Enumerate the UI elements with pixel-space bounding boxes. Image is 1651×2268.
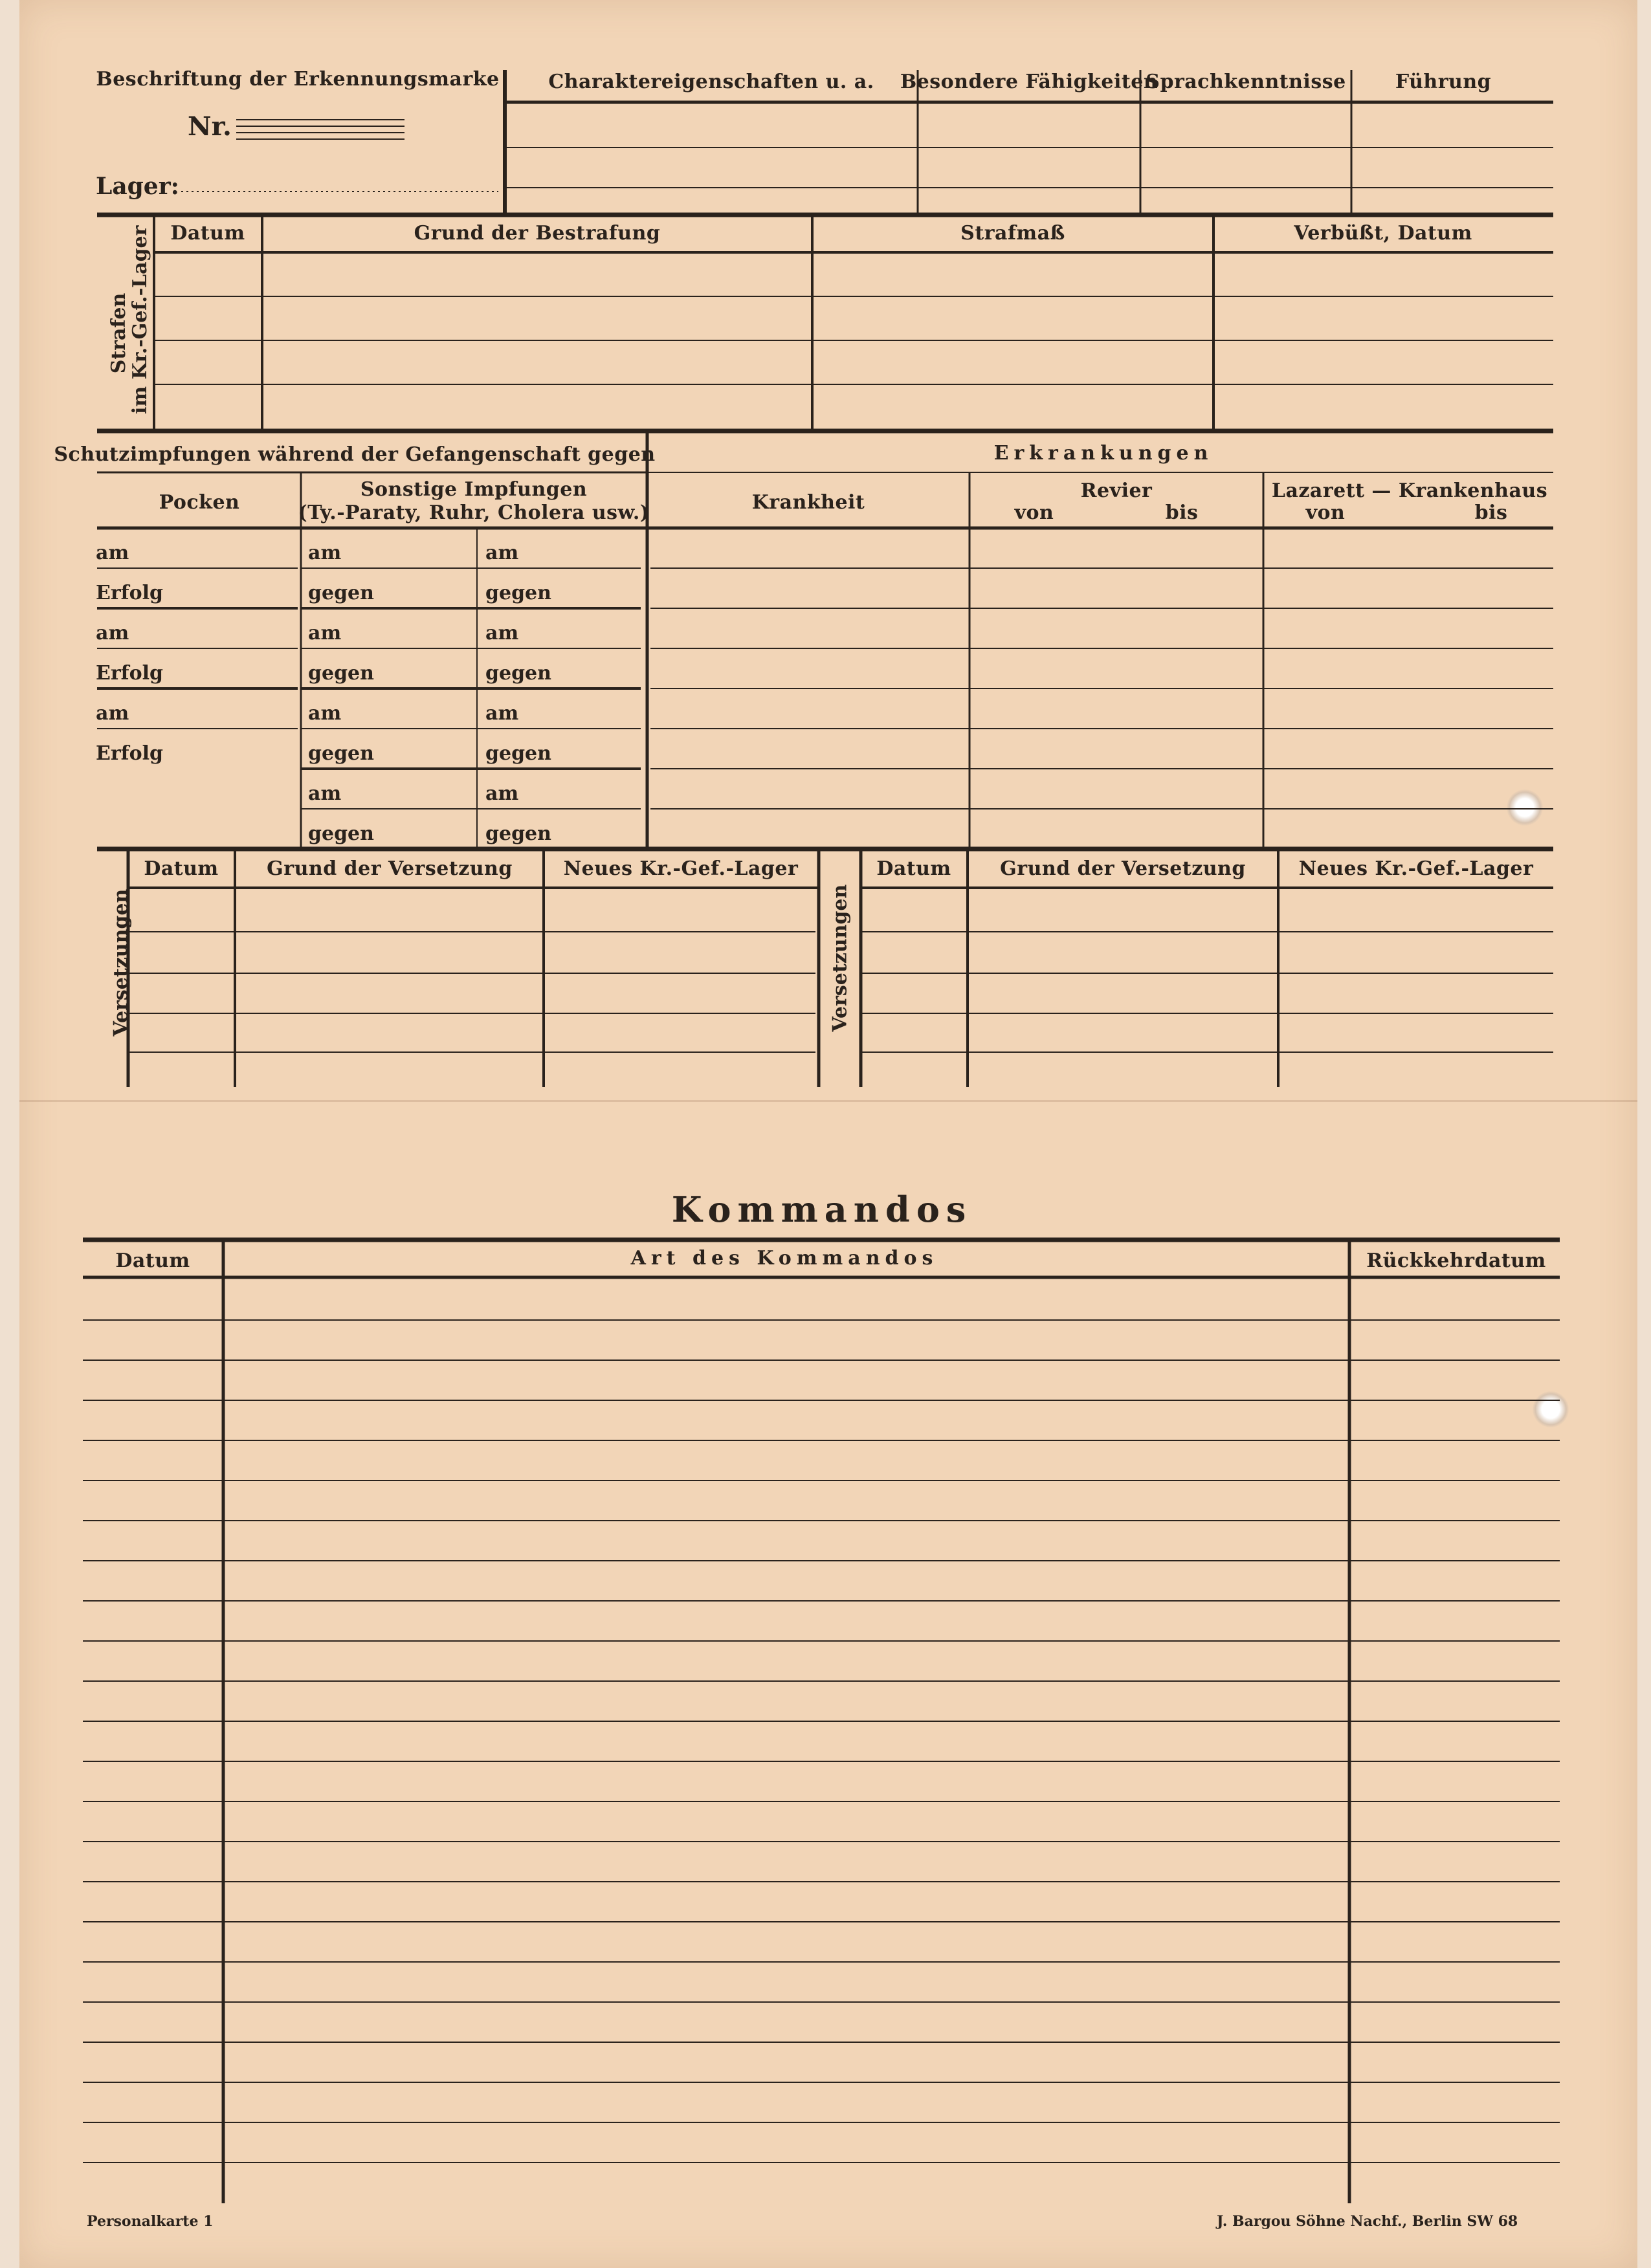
- pocken-row: Erfolg: [96, 742, 163, 765]
- revier-von: von: [1014, 501, 1054, 524]
- footer-form-number: Personalkarte 1: [87, 2213, 214, 2230]
- versetzungen-side-label-right: Versetzungen: [828, 884, 852, 1032]
- sonstige-row: am: [485, 782, 519, 805]
- sonstige-row: am: [308, 782, 342, 805]
- krankheit-header: Krankheit: [751, 491, 865, 514]
- lazarett-header: Lazarett — Krankenhaus: [1271, 479, 1548, 502]
- kommandos-title: Kommandos: [671, 1189, 973, 1230]
- faehigkeiten-header: Besondere Fähigkeiten: [900, 71, 1158, 93]
- fuehrung-header: Führung: [1395, 71, 1492, 93]
- lazarett-bis: bis: [1474, 501, 1508, 524]
- erkrankungen-heading: Erkrankungen: [993, 442, 1213, 465]
- nr-label: Nr.: [188, 111, 232, 142]
- versetzung-col-grund: Grund der Versetzung: [1000, 857, 1246, 880]
- versetzung-col-lager: Neues Kr.-Gef.-Lager: [563, 857, 799, 880]
- strafen-col-verbuesst: Verbüßt, Datum: [1294, 222, 1472, 245]
- lager-label: Lager:: [96, 173, 179, 200]
- pocken-row: Erfolg: [96, 582, 163, 604]
- strafen-col-grund: Grund der Bestrafung: [414, 222, 661, 245]
- pocken-row: am: [96, 702, 129, 725]
- kommandos-col-datum: Datum: [115, 1250, 190, 1272]
- versetzung-col-datum: Datum: [144, 857, 219, 880]
- sonstige-row: gegen: [308, 582, 374, 604]
- pocken-row: am: [96, 622, 129, 644]
- versetzungen-side-label-left: Versetzungen: [109, 888, 133, 1037]
- strafen-side-label: [107, 225, 151, 414]
- charakter-header: Charaktereigenschaften u. a.: [548, 71, 874, 93]
- sonstige-row: gegen: [485, 822, 551, 845]
- pocken-header: Pocken: [159, 491, 240, 514]
- strafen-col-datum: Datum: [170, 222, 245, 245]
- footer-printer: J. Bargou Söhne Nachf., Berlin SW 68: [1217, 2213, 1518, 2230]
- impfungen-heading: Schutzimpfungen während der Gefangenschaft gegen: [54, 443, 656, 466]
- sonstige-header-line1: Sonstige Impfungen: [360, 478, 588, 501]
- sonstige-row: am: [485, 542, 519, 564]
- kommandos-col-art: Art des Kommandos: [630, 1247, 938, 1270]
- sonstige-row: am: [485, 702, 519, 725]
- strafen-side-label-line1: Strafen: [107, 292, 130, 374]
- sonstige-row: gegen: [308, 742, 374, 765]
- sprachen-header: Sprachkenntnisse: [1146, 71, 1346, 93]
- versetzung-col-grund: Grund der Versetzung: [267, 857, 513, 880]
- strafen-col-strafmass: Strafmaß: [960, 222, 1065, 245]
- revier-header: Revier: [1080, 479, 1153, 502]
- sonstige-row: gegen: [485, 742, 551, 765]
- kommandos-col-rueckkehr: Rückkehrdatum: [1366, 1250, 1546, 1272]
- versetzung-col-datum: Datum: [876, 857, 951, 880]
- ident-heading: Beschriftung der Erkennungsmarke: [96, 68, 500, 91]
- versetzung-col-lager: Neues Kr.-Gef.-Lager: [1298, 857, 1534, 880]
- sonstige-row: gegen: [308, 822, 374, 845]
- sonstige-row: am: [308, 542, 342, 564]
- sonstige-row: gegen: [485, 582, 551, 604]
- pocken-row: Erfolg: [96, 662, 163, 685]
- sonstige-row: am: [308, 622, 342, 644]
- sonstige-row: am: [308, 702, 342, 725]
- pocken-row: am: [96, 542, 129, 564]
- sonstige-header-line2: (Ty.-Paraty, Ruhr, Cholera usw.): [298, 501, 650, 524]
- lazarett-von: von: [1305, 501, 1346, 524]
- sonstige-row: gegen: [485, 662, 551, 685]
- sonstige-row: am: [485, 622, 519, 644]
- sonstige-row: gegen: [308, 662, 374, 685]
- revier-bis: bis: [1165, 501, 1199, 524]
- strafen-side-label-line2: im Kr.-Gef.-Lager: [129, 225, 151, 414]
